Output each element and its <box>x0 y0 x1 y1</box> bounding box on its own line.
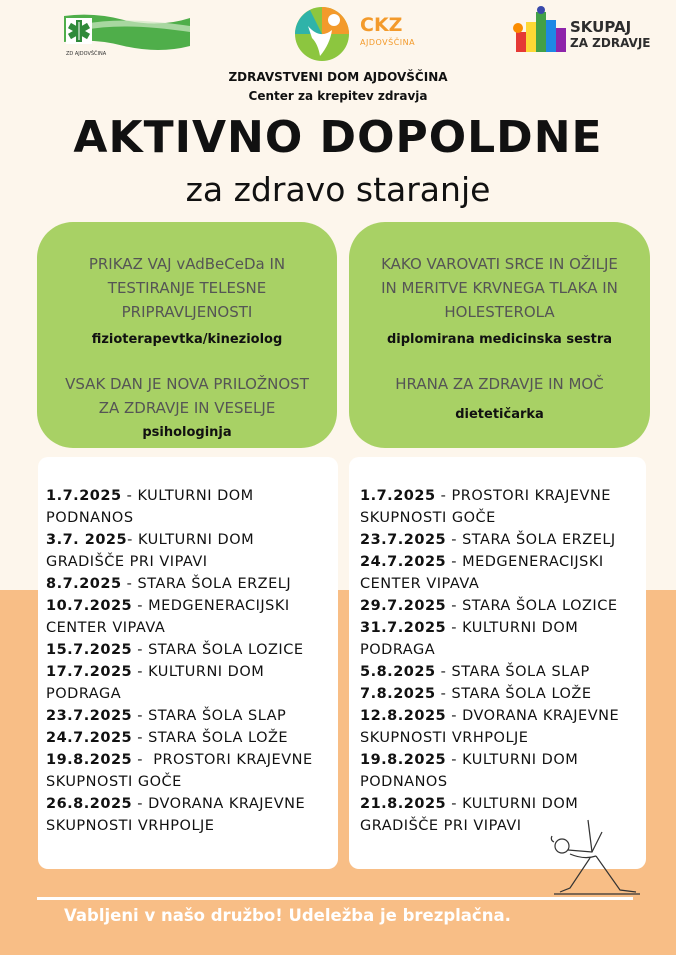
schedule-date: 1.7.2025 <box>360 488 436 504</box>
schedule-location: MEDGENERACIJSKI <box>462 554 604 570</box>
schedule-separator: - <box>435 488 452 504</box>
schedule-item <box>46 793 313 815</box>
schedule-separator: - <box>132 708 149 724</box>
schedule-location-continued: SKUPNOSTI GOČE <box>360 510 496 526</box>
organization-unit: Center za krepitev zdravja <box>248 89 428 103</box>
schedule-date: 23.7.2025 <box>46 708 133 724</box>
schedule-location-continued: SKUPNOSTI VRHPOLJE <box>360 730 529 746</box>
poster-subtitle: za zdravo staranje <box>185 170 491 209</box>
schedule-location: KULTURNI DOM <box>137 488 254 504</box>
schedule-date: 7.8.2025 <box>360 686 436 702</box>
schedule-location: STARA ŠOLA ERZELJ <box>462 532 616 548</box>
schedule-location-continued: PODNANOS <box>360 774 448 790</box>
schedule-separator: - <box>132 752 154 768</box>
topic-line: HOLESTEROLA <box>444 303 555 321</box>
schedule-separator: - <box>446 554 463 570</box>
skupaj-logo-line1: SKUPAJ <box>570 18 632 36</box>
topic-line: IN MERITVE KRVNEGA TLAKA IN <box>381 279 618 297</box>
schedule-separator: - <box>132 730 149 746</box>
schedule-separator: - <box>127 532 138 548</box>
skupaj-za-zdravje-logo <box>508 6 658 58</box>
schedule-location: STARA ŠOLA SLAP <box>451 664 590 680</box>
schedule-location: STARA ŠOLA LOZICE <box>462 598 618 614</box>
schedule-item <box>46 485 313 507</box>
schedule-box-right <box>349 457 646 869</box>
schedule-separator: - <box>435 664 452 680</box>
schedule-location: KULTURNI DOM <box>462 620 579 636</box>
footer-divider <box>37 897 633 900</box>
schedule-location-continued: PODRAGA <box>360 642 436 658</box>
schedule-separator: - <box>132 642 149 658</box>
topics-box-right <box>349 222 650 448</box>
schedule-item <box>46 727 313 749</box>
schedule-item <box>360 595 619 617</box>
schedule-location: KULTURNI DOM <box>462 796 579 812</box>
schedule-location: STARA ŠOLA LOŽE <box>451 686 592 702</box>
schedule-item <box>46 595 313 617</box>
topic-line: TESTIRANJE TELESNE <box>107 279 267 297</box>
topic-role: psihologinja <box>142 425 232 440</box>
topic-role: dietetičarka <box>455 407 544 422</box>
schedule-date: 15.7.2025 <box>46 642 133 658</box>
topics-box-left <box>37 222 337 448</box>
schedule-item <box>360 683 619 705</box>
schedule-location: STARA ŠOLA LOŽE <box>148 730 289 746</box>
schedule-date: 24.7.2025 <box>360 554 447 570</box>
schedule-date: 24.7.2025 <box>46 730 133 746</box>
topic-line: PRIPRAVLJENOSTI <box>121 303 253 321</box>
schedule-separator: - <box>446 620 463 636</box>
schedule-item <box>46 705 313 727</box>
topic-line: VSAK DAN JE NOVA PRILOŽNOST <box>65 375 309 393</box>
poster-title: AKTIVNO DOPOLDNE <box>73 112 603 163</box>
schedule-location-continued: GRADIŠČE PRI VIPAVI <box>46 554 208 570</box>
schedule-date: 19.8.2025 <box>360 752 447 768</box>
schedule-list-right <box>360 485 619 837</box>
ckz-logo-place: AJDOVŠČINA <box>360 38 416 47</box>
schedule-date: 8.7.2025 <box>46 576 122 592</box>
footer-invitation: Vabljeni v našo družbo! Udeležba je brezplačna. <box>64 906 511 925</box>
schedule-location: STARA ŠOLA ERZELJ <box>137 576 292 592</box>
schedule-location: DVORANA KRAJEVNE <box>148 796 306 812</box>
schedule-location: STARA ŠOLA LOZICE <box>148 642 304 658</box>
topic-line: PRIKAZ VAJ vAdBeCeDa IN <box>88 255 286 273</box>
topic-role: fizioterapevtka/kineziolog <box>91 332 283 347</box>
topic-line: KAKO VAROVATI SRCE IN OŽILJE <box>381 255 618 273</box>
schedule-item <box>360 749 619 771</box>
schedule-location: DVORANA KRAJEVNE <box>462 708 620 724</box>
schedule-date: 5.8.2025 <box>360 664 436 680</box>
schedule-location-continued: PODRAGA <box>46 686 122 702</box>
schedule-location: KULTURNI DOM <box>137 532 255 548</box>
zd-ajdovscina-logo <box>64 12 192 60</box>
schedule-date: 21.8.2025 <box>360 796 447 812</box>
schedule-item <box>360 551 619 573</box>
schedule-location-continued: PODNANOS <box>46 510 134 526</box>
schedule-location: KULTURNI DOM <box>462 752 579 768</box>
schedule-separator: - <box>132 598 149 614</box>
schedule-date: 3.7. 2025 <box>46 532 128 548</box>
schedule-location: PROSTORI KRAJEVNE <box>153 752 313 768</box>
schedule-location: PROSTORI KRAJEVNE <box>451 488 611 504</box>
schedule-separator: - <box>446 708 463 724</box>
schedule-date: 23.7.2025 <box>360 532 447 548</box>
schedule-date: 10.7.2025 <box>46 598 133 614</box>
schedule-separator: - <box>446 796 463 812</box>
schedule-item <box>46 661 313 683</box>
schedule-item <box>360 661 619 683</box>
schedule-location-continued: SKUPNOSTI VRHPOLJE <box>46 818 215 834</box>
schedule-item <box>360 705 619 727</box>
schedule-location: STARA ŠOLA SLAP <box>148 708 287 724</box>
ckz-logo-name: CKZ <box>360 14 403 36</box>
schedule-location-continued: SKUPNOSTI GOČE <box>46 774 182 790</box>
schedule-item <box>46 749 313 771</box>
schedule-date: 17.7.2025 <box>46 664 133 680</box>
schedule-separator: - <box>132 664 149 680</box>
schedule-separator: - <box>132 796 149 812</box>
schedule-location-continued: GRADIŠČE PRI VIPAVI <box>360 818 522 834</box>
schedule-item <box>46 573 313 595</box>
schedule-date: 29.7.2025 <box>360 598 447 614</box>
schedule-date: 12.8.2025 <box>360 708 447 724</box>
schedule-item <box>360 485 619 507</box>
skupaj-logo-line2: ZA ZDRAVJE <box>570 36 651 50</box>
yoga-figure-illustration <box>540 810 650 900</box>
schedule-separator: - <box>446 752 463 768</box>
organization-name: ZDRAVSTVENI DOM AJDOVŠČINA <box>228 70 448 84</box>
topic-line: HRANA ZA ZDRAVJE IN MOČ <box>395 375 604 393</box>
schedule-date: 19.8.2025 <box>46 752 133 768</box>
topic-line: ZA ZDRAVJE IN VESELJE <box>98 399 276 417</box>
schedule-date: 26.8.2025 <box>46 796 133 812</box>
schedule-date: 31.7.2025 <box>360 620 447 636</box>
schedule-location: MEDGENERACIJSKI <box>148 598 290 614</box>
schedule-date: 1.7.2025 <box>46 488 122 504</box>
schedule-location-continued: CENTER VIPAVA <box>360 576 480 592</box>
schedule-separator: - <box>121 488 138 504</box>
schedule-list-left <box>46 485 313 837</box>
schedule-separator: - <box>446 598 463 614</box>
schedule-item <box>46 639 313 661</box>
schedule-separator: - <box>446 532 463 548</box>
schedule-box-left <box>38 457 338 869</box>
schedule-item <box>360 617 619 639</box>
zd-logo-label: ZD AJDOVŠČINA <box>66 51 107 57</box>
schedule-separator: - <box>121 576 138 592</box>
ckz-logo <box>290 4 416 64</box>
schedule-separator: - <box>435 686 452 702</box>
schedule-location: KULTURNI DOM <box>148 664 265 680</box>
schedule-location-continued: CENTER VIPAVA <box>46 620 166 636</box>
schedule-item <box>46 529 313 551</box>
schedule-item <box>360 529 619 551</box>
topic-role: diplomirana medicinska sestra <box>386 332 613 347</box>
